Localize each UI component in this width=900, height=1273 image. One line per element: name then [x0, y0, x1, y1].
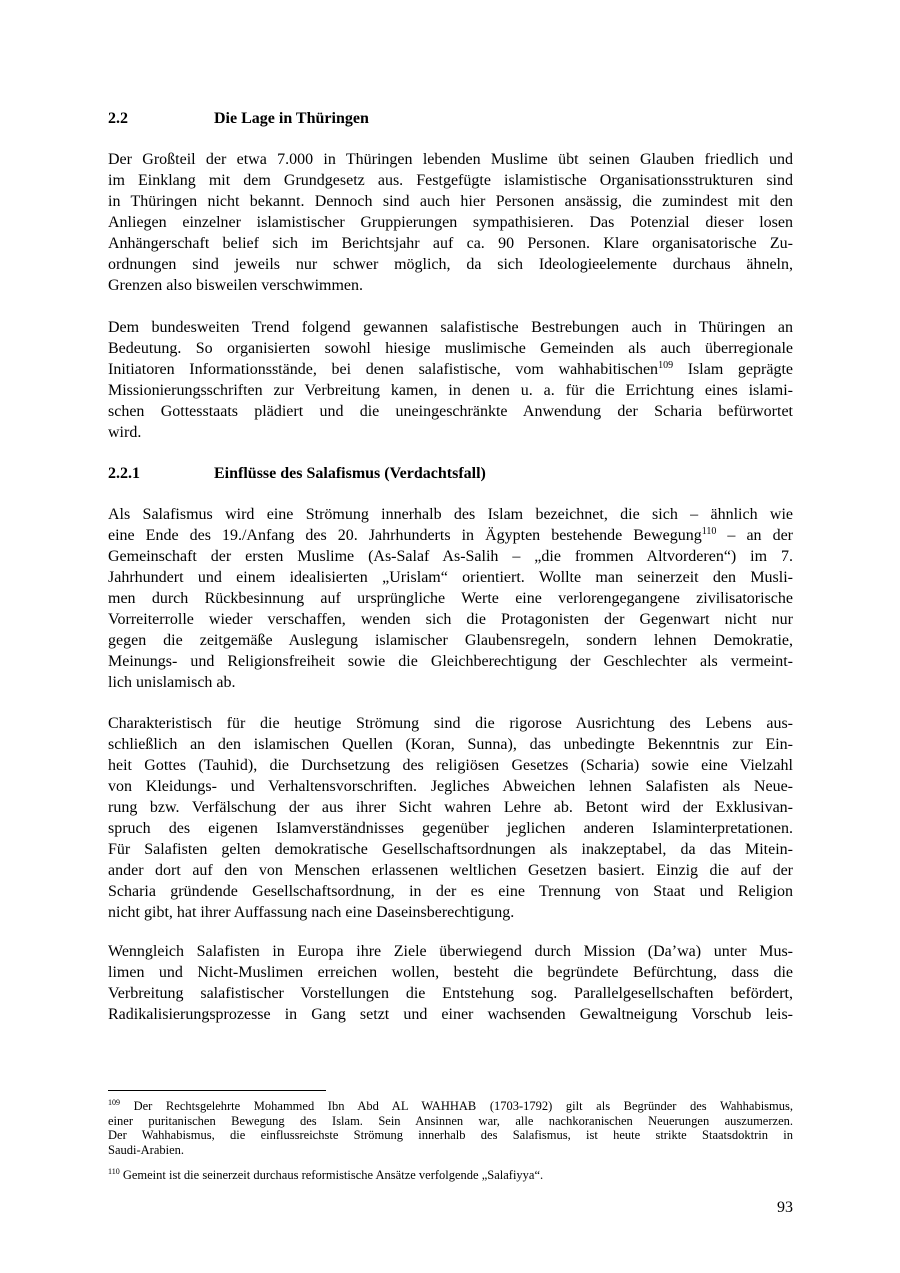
text-line: Der Wahhabismus, die einflussreichste Strömung innerhalb des Salafismus, ist heute strikte Staatsdoktrin in	[108, 1128, 793, 1142]
text-line	[108, 1168, 793, 1183]
text-line: Wenngleich Salafisten in Europa ihre Ziele überwiegend durch Mission (Da’wa) unter Mus-	[108, 943, 793, 960]
text-line: Grenzen also bisweilen verschwimmen.	[108, 277, 364, 294]
text-line: heit Gottes (Tauhid), die Durchsetzung des religiösen Gesetzes (Scharia) sowie eine Vielzahl	[108, 757, 793, 774]
text-line: Für Salafisten gelten demokratische Gesellschaftsordnungen als inakzeptabel, da das Mitein-	[108, 841, 793, 858]
footnote-ref-109[interactable]: 109	[658, 360, 674, 371]
text-line: Saudi-Arabien.	[108, 1142, 185, 1157]
text-line: Bedeutung. So organisierten sowohl hiesige muslimische Gemeinden als auch überregionale	[108, 340, 793, 357]
text-line: spruch des eigenen Islamverständnisses gegenüber jeglichen anderen Islaminterpretationen.	[108, 820, 793, 837]
text-line: limen und Nicht-Muslimen erreichen wollen, besteht die begründete Befürchtung, dass die	[108, 964, 793, 981]
text-segment: – an der	[716, 527, 793, 544]
text-line: schließlich an den islamischen Quellen (Koran, Sunna), das unbedingte Bekenntnis zur Ein-	[108, 736, 793, 753]
text-segment: eine Ende des 19./Anfang des 20. Jahrhunderts in Ägypten bestehende Bewegung	[108, 527, 702, 544]
text-line	[108, 525, 793, 546]
text-line: Dem bundesweiten Trend folgend gewannen salafistische Bestrebungen auch in Thüringen an	[108, 319, 793, 336]
paragraph	[108, 317, 793, 443]
text-line: Meinungs- und Religionsfreiheit sowie die Gleichberechtigung der Geschlechter als vermeint-	[108, 653, 793, 670]
text-line: ordnungen sind jeweils nur schwer möglich, da sich Ideologieelemente durchaus ähneln,	[108, 256, 793, 273]
section-heading-2-2	[108, 109, 369, 129]
text-line: Missionierungsschriften zur Verbreitung kamen, in denen u. a. für die Errichtung eines islami-	[108, 382, 793, 399]
paragraph	[108, 713, 793, 923]
text-line: im Einklang mit dem Grundgesetz aus. Festgefügte islamistische Organisationsstrukturen sind	[108, 172, 793, 189]
paragraph	[108, 941, 793, 1025]
text-line: Als Salafismus wird eine Strömung innerhalb des Islam bezeichnet, die sich – ähnlich wie	[108, 506, 793, 523]
text-segment: Gemeint ist die seinerzeit durchaus reformistische Ansätze verfolgende „Salafiyya“.	[119, 1168, 544, 1182]
text-line: Radikalisierungsprozesse in Gang setzt und einer wachsenden Gewaltneigung Vorschub leis-	[108, 1006, 793, 1023]
section-number: 2.2	[108, 110, 128, 127]
text-line: men durch Rückbesinnung auf ursprüngliche Werte eine verlorengegangene zivilisatorische	[108, 590, 793, 607]
text-segment: Der Rechtsgelehrte Mohammed Ibn Abd AL WAHHAB (1703-1792) gilt als Begründer des Wahhabismus,	[120, 1099, 793, 1113]
text-line: wird.	[108, 424, 142, 441]
text-line: Gemeinschaft der ersten Muslime (As-Salaf As-Salih – „die frommen Altvorderen“) im 7.	[108, 548, 793, 565]
section-heading-2-2-1	[108, 464, 486, 484]
footnote-mark: 109	[108, 1098, 120, 1107]
text-line	[108, 359, 793, 380]
text-line: Vorreiterrolle wieder verschaffen, wenden sich die Protagonisten der Gegenwart nicht nur	[108, 611, 793, 628]
text-line: Anhängerschaft belief sich im Berichtsjahr auf ca. 90 Personen. Klare organisatorische Zu-	[108, 235, 793, 252]
text-line: Scharia gründende Gesellschaftsordnung, in der es eine Trennung von Staat und Religion	[108, 883, 793, 900]
text-line: Der Großteil der etwa 7.000 in Thüringen lebenden Muslime übt seinen Glauben friedlich und	[108, 151, 793, 168]
text-line: einer puritanischen Bewegung des Islam. Sein Ansinnen war, alle nachkoranischen Neuerungen auszumerzen.	[108, 1113, 793, 1128]
text-line	[108, 1099, 793, 1114]
text-segment: Initiatoren Informationsstände, bei denen salafistische, vom wahhabitischen	[108, 361, 659, 378]
text-line: lich unislamisch ab.	[108, 674, 236, 691]
footnote-110	[108, 1168, 793, 1183]
text-line: nicht gibt, hat ihrer Auffassung nach eine Daseinsberechtigung.	[108, 904, 515, 921]
page-number: 93	[777, 1199, 793, 1216]
text-line: Verbreitung salafistischer Vorstellungen die Entstehung sog. Parallelgesellschaften befördert,	[108, 985, 793, 1002]
text-line: Anliegen einzelner islamistischer Gruppierungen sympathisieren. Das Potenzial dieser losen	[108, 214, 793, 231]
text-line: ander dort auf den von Menschen erlassenen weltlichen Gesetzen basiert. Einzig die auf der	[108, 862, 793, 879]
footnote-mark: 110	[108, 1167, 120, 1176]
text-line: Charakteristisch für die heutige Strömung sind die rigorose Ausrichtung des Lebens aus-	[108, 715, 793, 732]
section-title: Die Lage in Thüringen	[214, 110, 369, 127]
text-line: gegen die zeitgemäße Auslegung islamischer Glaubensregeln, sondern lehnen Demokratie,	[108, 632, 793, 649]
section-number: 2.2.1	[108, 465, 140, 482]
text-line: schen Gottesstaats plädiert und die uneingeschränkte Anwendung der Scharia befürwortet	[108, 403, 793, 420]
text-line: in Thüringen nicht bekannt. Dennoch sind auch hier Personen ansässig, die zumindest mit den	[108, 193, 793, 210]
footnote-separator	[108, 1090, 326, 1091]
footnote-109	[108, 1099, 793, 1157]
text-line: Jahrhundert und einem idealisierten „Urislam“ orientiert. Wollte man seinerzeit den Musli-	[108, 569, 793, 586]
section-title: Einflüsse des Salafismus (Verdachtsfall)	[214, 465, 486, 482]
text-line: von Kleidungs- und Verhaltensvorschriften. Jegliches Abweichen lehnen Salafisten als Neue-	[108, 778, 793, 795]
paragraph	[108, 504, 793, 693]
text-line: rung bzw. Verfälschung der aus ihrer Sicht wahren Lehre ab. Betont wird der Exklusivan-	[108, 799, 793, 816]
footnote-ref-110[interactable]: 110	[701, 526, 717, 537]
paragraph	[108, 149, 793, 296]
text-segment: Islam geprägte	[673, 361, 794, 378]
